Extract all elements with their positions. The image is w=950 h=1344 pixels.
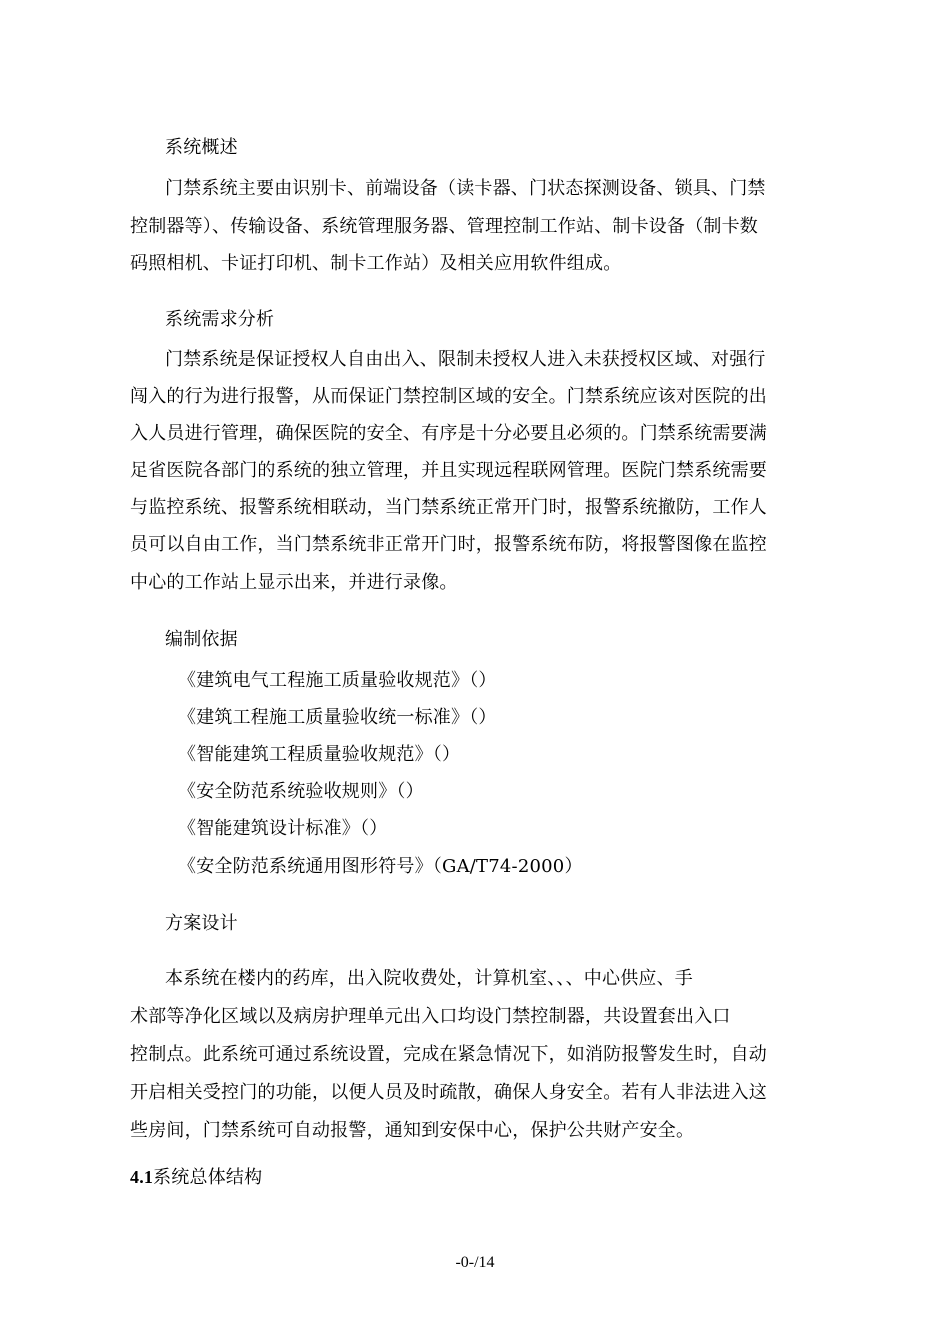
reference-item: 《安全防范系统验收规则》（） (178, 781, 424, 802)
paragraph-line: 控制器等）、传输设备、系统管理服务器、管理控制工作站、制卡设备（制卡数 (130, 216, 758, 237)
paragraph-line: 码照相机、卡证打印机、制卡工作站）及相关应用软件组成。 (130, 253, 622, 274)
paragraph-line: 足省医院各部门的系统的独立管理，并且实现远程联网管理。医院门禁系统需要 (130, 460, 767, 481)
paragraph-line: 本系统在楼内的药库，出入院收费处，计算机室、、、中心供应、手 (165, 968, 693, 989)
paragraph-line: 中心的工作站上显示出来，并进行录像。 (130, 572, 458, 593)
reference-item: 《建筑电气工程施工质量验收规范》（） (178, 670, 497, 691)
paragraph-line: 与监控系统、报警系统相联动，当门禁系统正常开门时，报警系统撤防，工作人 (130, 497, 767, 518)
paragraph-line: 门禁系统主要由识别卡、前端设备（读卡器、门状态探测设备、锁具、门禁 (165, 178, 766, 199)
paragraph-line: 入人员进行管理，确保医院的安全、有序是十分必要且必须的。门禁系统需要满 (130, 423, 767, 444)
page-number: -0-/14 (455, 1254, 495, 1271)
paragraph-line: 控制点。此系统可通过系统设置，完成在紧急情况下，如消防报警发生时，自动 (130, 1044, 767, 1065)
reference-item: 《建筑工程施工质量验收统一标准》（） (178, 707, 497, 728)
subsection-heading (130, 1166, 262, 1189)
paragraph-line: 员可以自由工作，当门禁系统非正常开门时，报警系统布防，将报警图像在监控 (130, 534, 767, 555)
paragraph-line: 门禁系统是保证授权人自由出入、限制未授权人进入未获授权区域、对强行 (165, 349, 766, 370)
paragraph-line: 闯入的行为进行报警，从而保证门禁控制区域的安全。门禁系统应该对医院的出 (130, 386, 767, 407)
section-heading-overview: 系统概述 (165, 137, 238, 158)
subsection-title: 系统总体结构 (153, 1167, 263, 1188)
paragraph-line: 术部等净化区域以及病房护理单元出入口均设门禁控制器，共设置套出入口 (130, 1006, 731, 1027)
paragraph-line: 些房间，门禁系统可自动报警，通知到安保中心，保护公共财产安全。 (130, 1120, 695, 1141)
section-heading-design: 方案设计 (165, 913, 238, 934)
subsection-number: 4.1 (130, 1167, 154, 1187)
section-heading-basis: 编制依据 (165, 629, 238, 650)
reference-item: 《智能建筑设计标准》（） (178, 818, 388, 839)
reference-item: 《智能建筑工程质量验收规范》（） (178, 744, 461, 765)
paragraph-line: 开启相关受控门的功能，以便人员及时疏散，确保人身安全。若有人非法进入这 (130, 1082, 767, 1103)
section-heading-requirements: 系统需求分析 (165, 309, 275, 330)
reference-item: 《安全防范系统通用图形符号》（GA/T74-2000） (178, 856, 583, 877)
